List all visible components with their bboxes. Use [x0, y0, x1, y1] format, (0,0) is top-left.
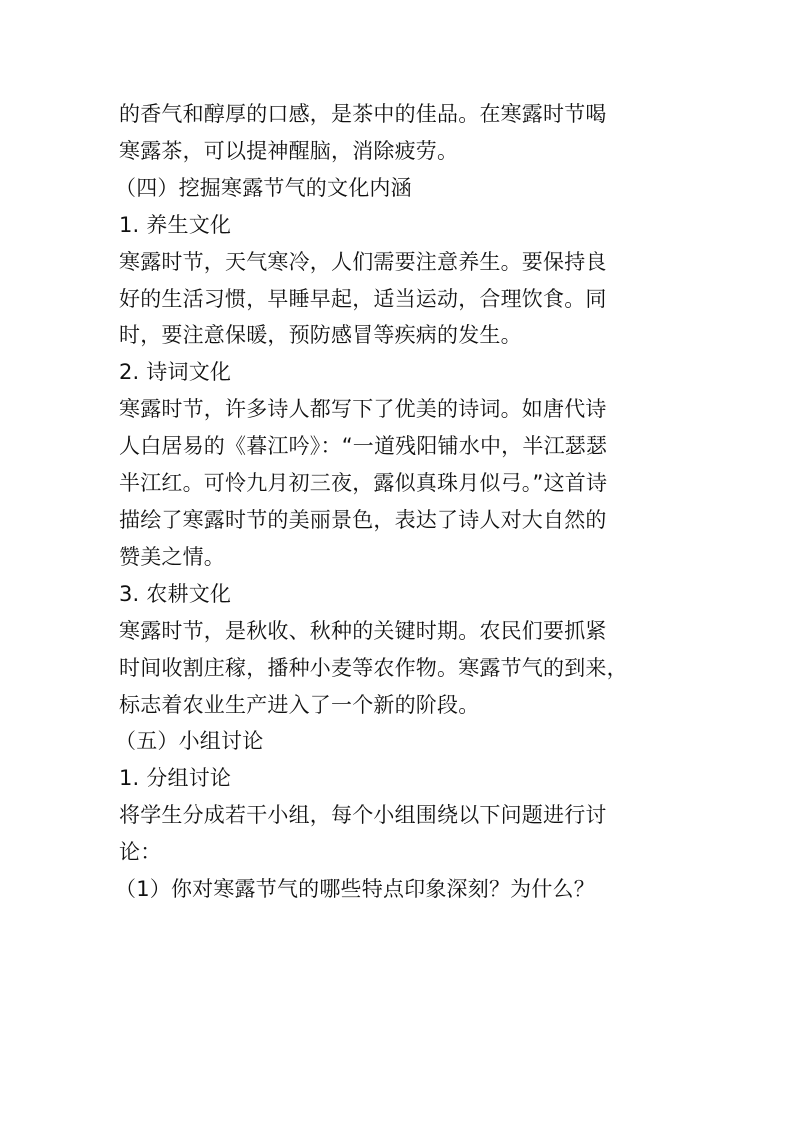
paragraph-line: 寒露茶，可以提神醒脑，消除疲劳。	[119, 138, 459, 163]
subsection-heading: 1. 分组讨论	[119, 766, 232, 791]
subsection-heading: 2. 诗词文化	[119, 360, 232, 385]
paragraph-line: 时，要注意保暖，预防感冒等疾病的发生。	[119, 323, 522, 348]
paragraph-line: 半江红。可怜九月初三夜，露似真珠月似弓。”这首诗	[119, 471, 608, 496]
question-item: （1）你对寒露节气的哪些特点印象深刻？为什么？	[115, 877, 595, 902]
paragraph-line: 时间收割庄稼，播种小麦等农作物。寒露节气的到来，	[119, 655, 628, 680]
paragraph-line: 标志着农业生产进入了一个新的阶段。	[119, 692, 480, 717]
document-body	[115, 96, 679, 908]
paragraph-line: 寒露时节，是秋收、秋种的关键时期。农民们要抓紧	[119, 618, 607, 643]
paragraph-line: 寒露时节，许多诗人都写下了优美的诗词。如唐代诗	[119, 397, 607, 422]
section-heading: （四）挖掘寒露节气的文化内涵	[115, 175, 412, 200]
paragraph-line: 论：	[119, 840, 162, 865]
paragraph-line: 寒露时节，天气寒冷，人们需要注意养生。要保持良	[119, 249, 607, 274]
paragraph-line: 描绘了寒露时节的美丽景色，表达了诗人对大自然的	[119, 507, 607, 532]
paragraph-line: 好的生活习惯，早睡早起，适当运动，合理饮食。同	[119, 286, 607, 311]
subsection-heading: 3. 农耕文化	[119, 581, 232, 606]
paragraph-line: 赞美之情。	[119, 544, 225, 569]
paragraph-line: 将学生分成若干小组，每个小组围绕以下问题进行讨	[119, 803, 607, 828]
subsection-heading: 1. 养生文化	[119, 212, 232, 237]
paragraph-line: 的香气和醇厚的口感，是茶中的佳品。在寒露时节喝	[119, 102, 607, 126]
section-heading: （五）小组讨论	[115, 729, 264, 754]
paragraph-line: 人白居易的《暮江吟》：“一道残阳铺水中，半江瑟瑟	[119, 434, 608, 459]
